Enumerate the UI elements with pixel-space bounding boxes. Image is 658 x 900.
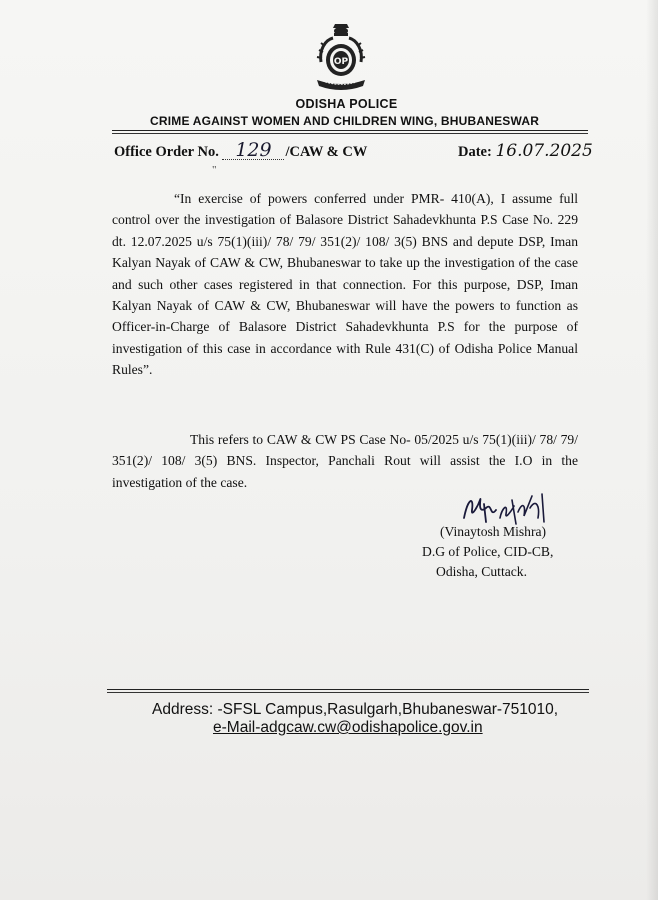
paragraph-1-text: “In exercise of powers conferred under PMR- 410(A), I assume full control over the investigation of Balasore District Sahadevkhunta P.S Case No. 229 dt. 12.07.2025 u/s 75(1)(iii)/ 78/ 79/ 351(2)/ 108/ 3(5) BNS and depute DSP, Iman Kalyan Nayak of CAW & CW, Bhubaneswar to take up the investigation of the case and such other cases registered in that connection. For this purpose, DSP, Iman Kalyan Nayak of CAW & CW, Bhubaneswar will have the powers to function as Officer-in-Charge of Balasore District Sahadevkhunta P.S for the purpose of investigation of this case in accordance with Rule 431(C) of Odisha Police Manual Rules”. — [112, 191, 578, 378]
office-order-label: Office Order No. — [114, 144, 219, 160]
footer-rule-secondary — [107, 692, 589, 693]
page-edge-shadow — [646, 0, 658, 900]
header-rule-secondary — [112, 133, 588, 134]
signatory-place: Odisha, Cuttack. — [436, 564, 527, 579]
odisha-police-emblem-icon — [311, 22, 371, 98]
header-rule — [112, 130, 588, 131]
office-order-number: 129 — [222, 141, 284, 160]
signatory-name: (Vinaytosh Mishra) — [440, 524, 547, 539]
date-label: Date: — [458, 144, 492, 160]
date-value: 16.07.2025 — [495, 141, 593, 161]
svg-text:OP: OP — [333, 57, 349, 67]
tick-mark: " — [212, 164, 217, 176]
office-order-suffix: /CAW & CW — [285, 144, 368, 160]
organisation-name: ODISHA POLICE — [295, 97, 398, 111]
footer-rule — [107, 689, 589, 690]
office-address: Address: -SFSL Campus,Rasulgarh,Bhubaneswar-751010, — [152, 701, 559, 718]
paragraph-2-text: This refers to CAW & CW PS Case No- 05/2025 u/s 75(1)(iii)/ 78/ 79/ 351(2)/ 108/ 3(5) BNS. Inspector, Panchali Rout will assist the I.O in the investigation of the case. — [112, 432, 578, 490]
office-email-link[interactable]: e-Mail-adgcaw.cw@odishapolice.gov.in — [213, 719, 483, 736]
signatory-block — [422, 522, 553, 582]
wing-name: CRIME AGAINST WOMEN AND CHILDREN WING, BHUBANESWAR — [150, 114, 540, 128]
order-paragraph-1 — [112, 188, 578, 381]
signatory-designation: D.G of Police, CID-CB, — [422, 544, 554, 559]
order-date — [458, 141, 593, 161]
order-paragraph-2 — [112, 429, 578, 493]
